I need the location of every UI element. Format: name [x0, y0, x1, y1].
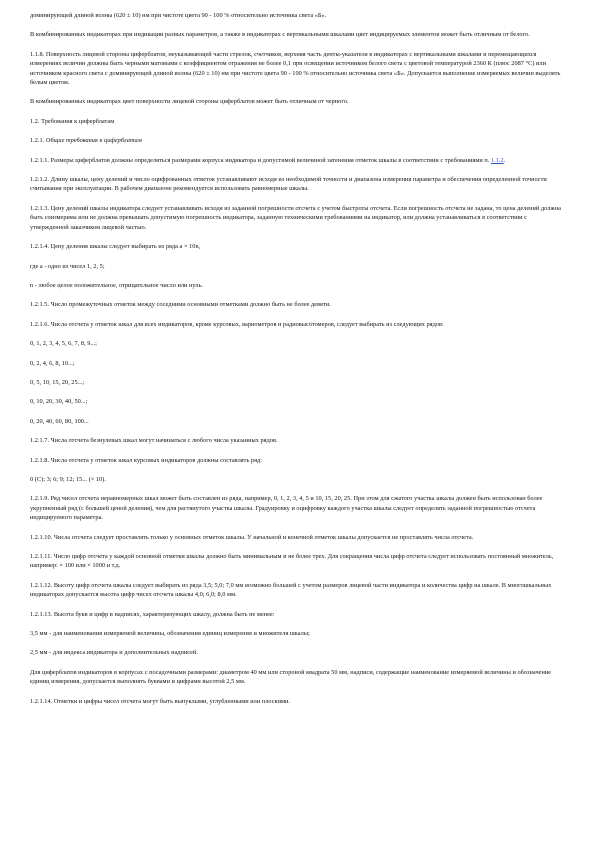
number-series-2: 0, 2, 4, 6, 8, 10...;: [30, 359, 75, 367]
paragraph-text-end: .: [503, 156, 506, 164]
paragraph-1-1-8: 1.1.8. Поверхность лицевой стороны циферблатов, неуказывающей части стрелок, счетчиков, верхняя часть денты-указателя в индикаторах с вертикальными шкалами и перемещающихся измерениях величин должны быть черными матовыми с коэффициентом отражения не более 0,1 при освещении источником белого света с цветовой температурой 2360 К (плюс 2087 °С) или источником красного света с доминирующей длиной волны (620 ± 10) нм при чистоте цвета 90 - 100 % относительно источника света «Б». Допускается выполнение измеряемых величин выделять белым цветом.: [30, 50, 561, 87]
paragraph-1-2-1-14: 1.2.1.14. Отметки и цифры чисел отсчета могут быть выпуклыми, углубленными или плоскими.: [30, 697, 290, 705]
paragraph-1-2-1-9: 1.2.1.9. Ряд чисел отсчета неравномерных шкал может быть составлен из ряда, например, 0, 1, 2, 3, 4, 5 и 10, 15, 20, 25. При этом для сжатого участка шкалы должен быть использован более укрупненный ряд (с большей ценой деления), чем для растянутого участка шкалы. Градуировку и оцифровку каждого участка шкалы следует определять заданной погрешностью отсчета индицируемого параметра.: [30, 495, 543, 522]
paragraph-1-2-1-7: 1.2.1.7. Числа отсчета безнулевых шкал могут начинаться с любого числа указанных рядов.: [30, 437, 278, 445]
paragraph-where-a: где a - одно из чисел 1, 2, 5;: [30, 262, 105, 270]
paragraph-combined-surface-color: В комбинированных индикаторах цвет поверхности лицевой стороны циферблатов может быть отличным от черного.: [30, 98, 349, 106]
paragraph-height-3-5: 3,5 мм - для наименования измеряемой величины, обозначения единиц измерения и множителя шкалы;: [30, 630, 310, 638]
number-series-course: 0 (С); 3; 6; 9; 12; 15... (× 10).: [30, 475, 106, 483]
paragraph-text: 1.2.1.1. Размеры циферблатов должны определяться размерами корпуса индикатора и допустимой величиной затенения отметок шкалы в соответствии с требованиями п.: [30, 156, 491, 164]
paragraph-combined-indicators-color: В комбинированных индикаторах при индикации разных параметров, а также в индикаторах с вертикальными шкалами цвет индицируемых элементов может быть отличным от белого.: [30, 31, 530, 39]
paragraph-n-integer: n - любое целое положительное, отрицательное число или нуль.: [30, 281, 203, 289]
paragraph-1-2-1-6: 1.2.1.6. Числа отсчета у отметок шкал для всех индикаторов, кроме курсовых, вариометров и радиовысотомеров, следует выбирать из следующих рядов:: [30, 320, 444, 328]
section-heading-1-2: 1.2. Требования к циферблатам: [30, 117, 115, 125]
paragraph-intro-wavelength: доминирующей длиной волны (620 ± 10) нм при чистоте цвета 90 - 100 % относительно источника света «Б».: [30, 12, 327, 19]
paragraph-height-2-5: 2,5 мм - для индекса индикатора и дополнительных надписей.: [30, 649, 198, 657]
subsection-title: Общие требования к циферблатам: [45, 137, 142, 145]
paragraph-1-2-1-8: 1.2.1.8. Числа отсчета у отметок шкал курсовых индикаторов должны составлять ряд:: [30, 456, 263, 464]
paragraph-1-2-1-3: 1.2.1.3. Цену делений шкалы индикатора следует устанавливать исходя из заданной погрешности отсчета с учетом быстроты отсчета. Если погрешность отсчета не задана, то цена делений должна быть соизмерима или не должна превышать допустимую погрешность индикатора, заданную техническими требованиями на индикатор, или должна устанавливаться в соответствии с утвержденной заказчиком лицевой частью.: [30, 204, 561, 231]
paragraph-1-2-1-1: [30, 156, 567, 165]
clause-link[interactable]: 1.1.2: [491, 156, 504, 164]
paragraph-1-2-1-2: 1.2.1.2. Длину шкалы, цену делений и число оцифрованных отметок устанавливают исходя из необходимой точности и диапазона измерения параметра и обеспечения определенной точности считывания при эксплуатации. В рабочем диапазоне рекомендуется использовать равномерные шкалы.: [30, 176, 547, 193]
number-series-20: 0, 20, 40, 60, 80, 100...: [30, 417, 89, 425]
paragraph-1-2-1-11: 1.2.1.11. Число цифр отсчета у каждой основной отметки шкалы должно быть минимальным и не более трех. Для сокращения числа цифр отсчета следует использовать постоянный множитель, например: × 100 или × 1000 и т.д.: [30, 553, 554, 570]
number-series-5: 0, 5, 10, 15, 20, 25...;: [30, 378, 85, 386]
paragraph-1-2-1-4: 1.2.1.4. Цену деления шкалы следует выбирать из ряда a × 10n,: [30, 243, 201, 251]
number-series-10: 0, 10, 20, 30, 40, 50...;: [30, 398, 88, 406]
paragraph-1-2-1-5: 1.2.1.5. Число промежуточных отметок между соседними основными отметками должно быть не более девяти.: [30, 301, 331, 309]
paragraph-1-2-1-12: 1.2.1.12. Высоту цифр отсчета шкалы следует выбирать из ряда 3,5; 5,0; 7,0 мм возможно большей с учетом размеров лицевой части индикатора и количества цифр на шкале. В многошкальных индикаторах допускается высота цифр чисел отсчета шкалы 4,0; 6,0; 8,0 мм.: [30, 581, 552, 599]
paragraph-small-dials: Для циферблатов индикаторов в корпусах с посадочными размерами: диаметром 40 мм или стороной квадрата 50 мм, надписи, содержащие наименование измеряемой величины и обозначение единиц измерения, допускается выполнять буквами и цифрами высотой 2,5 мм.: [30, 668, 552, 686]
subsection-heading-1-2-1: [30, 136, 567, 145]
paragraph-1-2-1-10: 1.2.1.10. Числа отсчета следует проставлять только у основных отметок шкалы. У начальной и конечной отметок шкалы допускается не проставлять числа отсчета.: [30, 533, 474, 541]
subsection-number: 1.2.1.: [30, 137, 46, 145]
paragraph-1-2-1-13: 1.2.1.13. Высота букв и цифр в надписях, характеризующих шкалу, должна быть не менее:: [30, 610, 275, 618]
number-series-1: 0, 1, 2, 3, 4, 5, 6, 7, 8, 9...;: [30, 340, 97, 348]
